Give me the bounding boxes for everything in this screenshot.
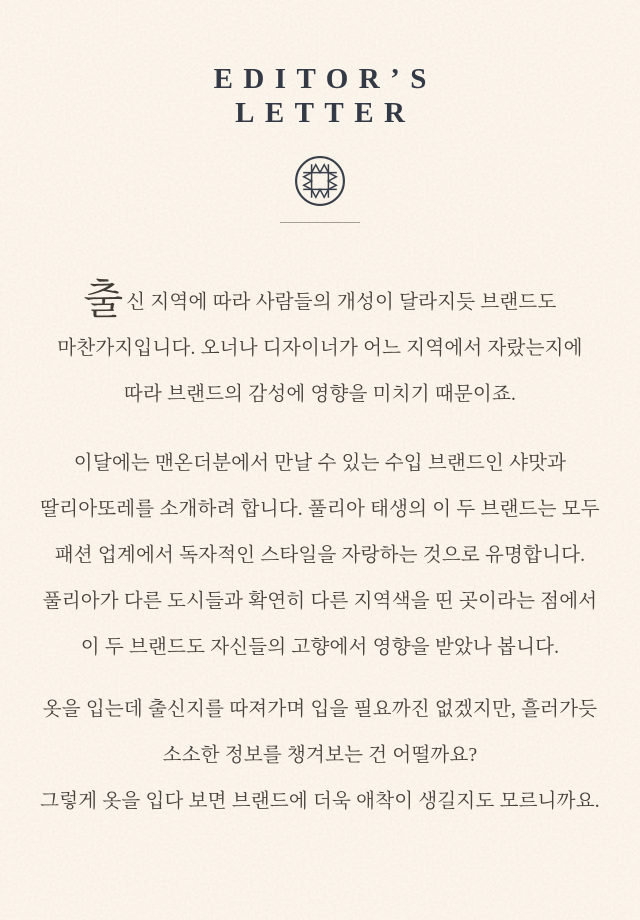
page-title-line-2: LETTER — [235, 97, 416, 129]
masthead — [0, 0, 640, 130]
letter-line: 소소한 정보를 챙겨보는 건 어떨까요? — [162, 745, 478, 766]
letter-line: 그렇게 옷을 입다 보면 브랜드에 더욱 애착이 생길지도 모르니까요. — [40, 791, 600, 812]
letter-line: 이 두 브랜드도 자신들의 고향에서 영향을 받았나 봅니다. — [80, 637, 560, 658]
letter-paragraph-3 — [0, 687, 640, 825]
drop-cap: 출 — [83, 276, 124, 322]
letter-line: 따라 브랜드의 감성에 영향을 미치기 때문이죠. — [123, 384, 517, 405]
letter-line: 딸리아또레를 소개하려 합니다. 풀리아 태생의 이 두 브랜드는 모두 — [40, 499, 600, 520]
letter-line-text: 신 지역에 따라 사람들의 개성이 달라지듯 브랜드도 — [126, 292, 557, 313]
letter-line — [26, 276, 614, 326]
letter-body — [0, 276, 640, 825]
divider — [280, 222, 360, 223]
page-title-line-1: EDITOR’S — [213, 63, 437, 95]
letter-line: 옷을 입는데 출신지를 따져가며 입을 필요까진 없겠지만, 흘러가듯 — [42, 699, 598, 720]
letter-paragraph-1 — [0, 276, 640, 418]
letter-line: 마찬가지입니다. 오너나 디자이너가 어느 지역에서 자랐는지에 — [57, 338, 583, 359]
page-title — [0, 62, 640, 130]
letter-line: 패션 업계에서 독자적인 스타일을 자랑하는 것으로 유명합니다. — [54, 545, 586, 566]
letter-paragraph-2 — [0, 441, 640, 671]
letter-line: 풀리아가 다른 도시들과 확연히 다른 지역색을 띤 곳이라는 점에서 — [42, 591, 598, 612]
star-seal-icon — [292, 153, 348, 209]
letter-line: 이달에는 맨온더분에서 만날 수 있는 수입 브랜드인 샤맛과 — [73, 453, 567, 474]
emblem-wrap — [0, 153, 640, 209]
